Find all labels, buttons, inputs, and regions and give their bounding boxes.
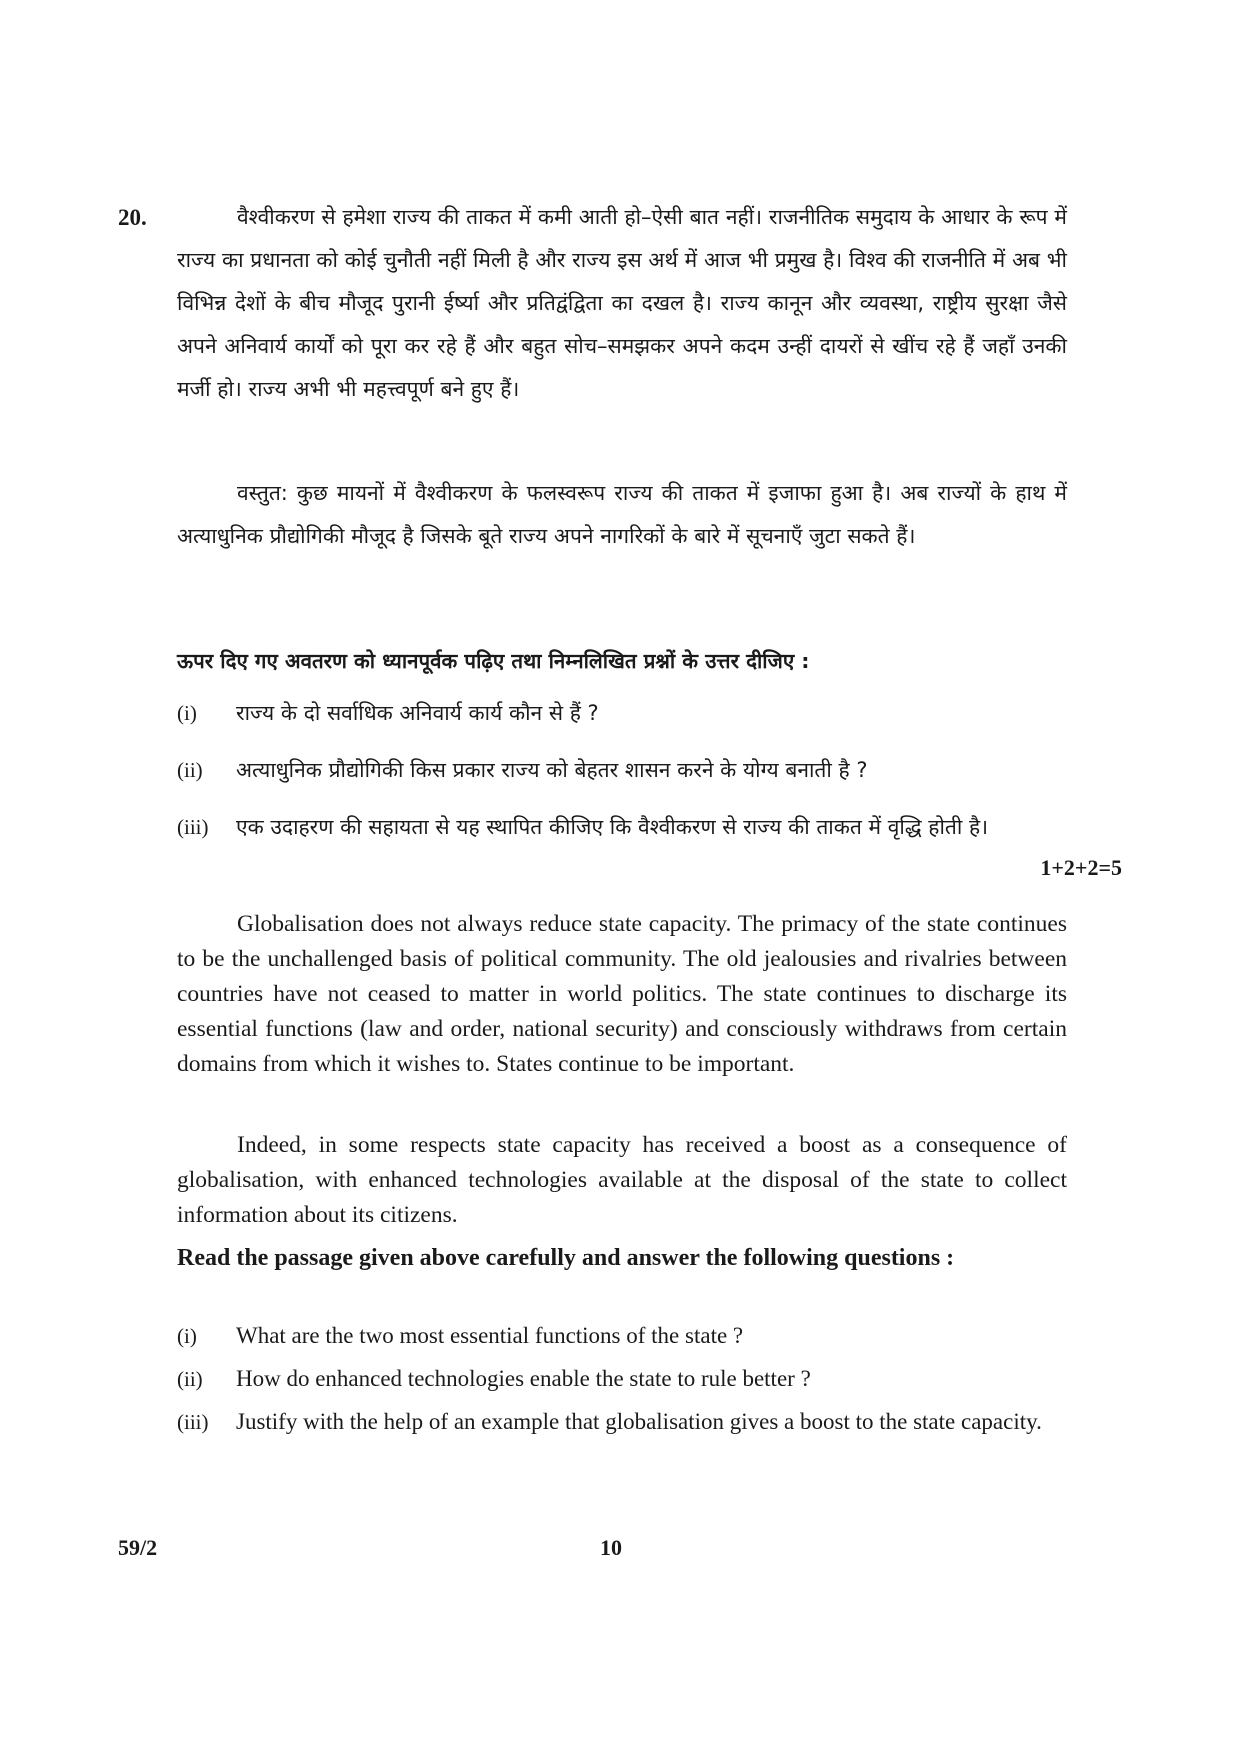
question-number: 20. xyxy=(118,205,147,230)
hindi-passage xyxy=(177,196,1067,411)
hindi-instruction: ऊपर दिए गए अवतरण को ध्यानपूर्वक पढ़िए तथा निम्नलिखित प्रश्नों के उत्तर दीजिए : xyxy=(177,649,810,673)
question-label: (ii) xyxy=(177,758,203,782)
question-label: (i) xyxy=(177,701,197,725)
english-paragraph-2 xyxy=(177,1128,1067,1233)
question-text: What are the two most essential functions of the state ? xyxy=(236,1323,744,1348)
marks-allocation: 1+2+2=5 xyxy=(1040,855,1122,880)
question-text: एक उदाहरण की सहायता से यह स्थापित कीजिए कि वैश्वीकरण से राज्य की ताकत में वृद्धि होती है। xyxy=(236,815,989,839)
hindi-paragraph-2: वस्तुत: कुछ मायनों में वैश्वीकरण के फलस्वरूप राज्य की ताकत में इजाफा हुआ है। अब राज्यों के हाथ में अत्याधुनिक प्रौद्योगिकी मौजूद है जिसके बूते राज्य अपने नागरिकों के बारे में सूचनाएँ जुटा सकते हैं। xyxy=(177,481,1067,548)
question-text: Justify with the help of an example that globalisation gives a boost to the state capacity. xyxy=(236,1409,1042,1434)
english-instruction: Read the passage given above carefully and answer the following questions : xyxy=(177,1245,955,1271)
english-paragraph-1 xyxy=(177,907,1067,1082)
question-label: (i) xyxy=(177,1324,197,1348)
english-paragraph-2-text: Indeed, in some respects state capacity has received a boost as a consequence of globalisation, with enhanced technologies available at the disposal of the state to collect information about its citizens. xyxy=(177,1132,1067,1228)
english-paragraph-1-text: Globalisation does not always reduce state capacity. The primacy of the state continues to be the unchallenged basis of political community. The old jealousies and rivalries between countries have not ceased to matter in world politics. The state continues to discharge its essential functions (law and order, national security) and consciously withdraws from certain domains from which it wishes to. States continue to be important. xyxy=(177,911,1067,1077)
question-label: (iii) xyxy=(177,815,209,839)
question-text: How do enhanced technologies enable the state to rule better ? xyxy=(236,1366,811,1391)
question-label: (iii) xyxy=(177,1410,209,1434)
hindi-paragraph-1: वैश्वीकरण से हमेशा राज्य की ताकत में कमी आती हो–ऐसी बात नहीं। राजनीतिक समुदाय के आधार के रूप में राज्य का प्रधानता को कोई चुनौती नहीं मिली है और राज्य इस अर्थ में आज भी प्रमुख है। विश्व की राजनीति में अब भी विभिन्न देशों के बीच मौजूद पुरानी ईर्ष्या और प्रतिद्वंद्विता का दखल है। राज्य कानून और व्यवस्था, राष्ट्रीय सुरक्षा जैसे अपने अनिवार्य कार्यों को पूरा कर रहे हैं और बहुत सोच–समझकर अपने कदम उन्हीं दायरों से खींच रहे हैं जहाँ उनकी मर्जी हो। राज्य अभी भी महत्त्वपूर्ण बने हुए हैं। xyxy=(177,205,1067,401)
question-text: राज्य के दो सर्वाधिक अनिवार्य कार्य कौन से हैं ? xyxy=(236,701,599,725)
question-label: (ii) xyxy=(177,1367,203,1391)
question-text: अत्याधुनिक प्रौद्योगिकी किस प्रकार राज्य को बेहतर शासन करने के योग्य बनाती है ? xyxy=(236,758,868,782)
hindi-passage-2 xyxy=(177,472,1067,558)
paper-code: 59/2 xyxy=(118,1535,158,1560)
page-number: 10 xyxy=(600,1535,622,1560)
